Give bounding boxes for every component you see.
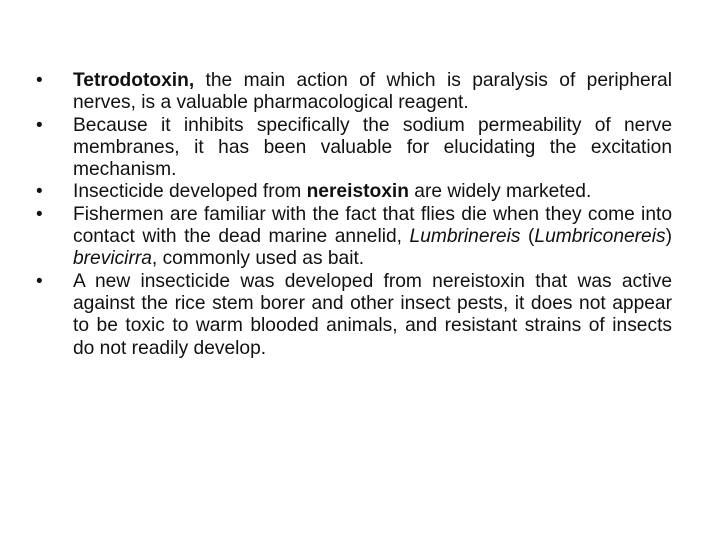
bullet-item-new-insecticide [36,271,672,360]
bullet-item-sodium-permeability [36,115,672,182]
term-nereistoxin: nereistoxin [306,181,409,203]
bullet-dot-icon: • [36,181,43,203]
bullet-text: Because it inhibits specifically the sodium permeability of nerve membranes, it has been valuable for elucidating the excitation mechanism. [73,114,672,181]
genus-name: Lumbrinereis [409,226,521,248]
bullet-dot-icon: • [36,114,43,136]
paren-close: ) [665,226,672,248]
paren-open: ( [520,226,535,248]
bullet-dot-icon: • [36,203,43,225]
species-name: brevicirra [73,248,152,270]
bullet-text: A new insecticide was developed from nereistoxin that was active against the rice stem borer and other insect pests, it does not appear to be toxic to warm blooded animals, and resistant strains of insects do not readily develop. [73,270,672,359]
bullet-item-nereistoxin-insecticide [36,181,672,203]
bullet-text-before: Insecticide developed from [73,181,307,203]
bullet-dot-icon: • [36,270,43,292]
bullet-item-fishermen [36,204,672,271]
bullet-text-after: , commonly used as bait. [151,248,365,270]
bullet-list [36,70,672,360]
synonym-name: Lumbriconereis [534,226,666,248]
bullet-item-tetrodotoxin [36,70,672,115]
bullet-text-after: are widely marketed. [408,181,592,203]
bullet-text-before: Fishermen are familiar with the fact that flies die when they come into contact with the dead marine annelid, [73,203,672,248]
bullet-dot-icon: • [36,70,43,91]
term-tetrodotoxin: Tetrodotoxin, [73,70,195,91]
bullet-text: the main action of which is paralysis of peripheral nerves, is a valuable pharmacological reagent. [73,70,672,114]
